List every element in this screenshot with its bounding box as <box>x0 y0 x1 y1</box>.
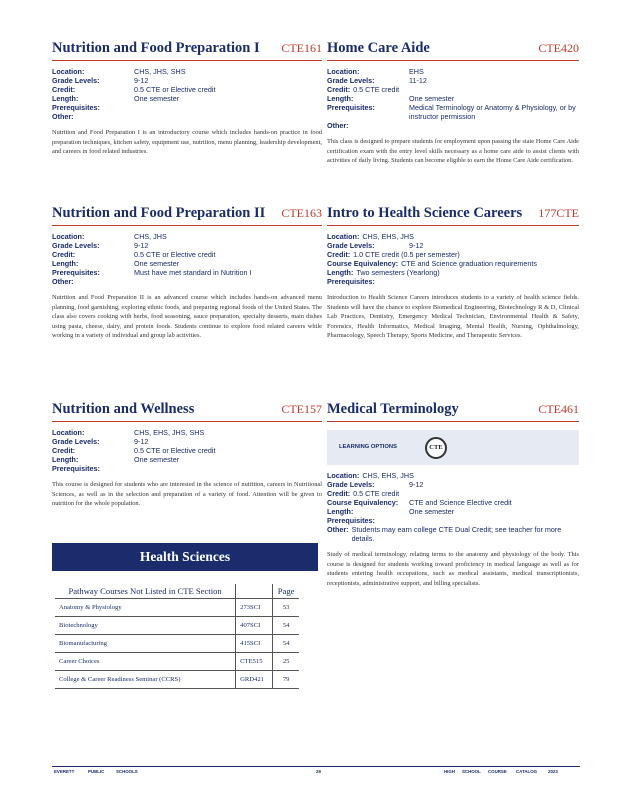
meta-label: Prerequisites: <box>52 268 100 277</box>
course-header <box>327 205 579 226</box>
course-code: 177CTE <box>538 206 579 220</box>
length-value: One semester <box>134 94 180 103</box>
grade-value: 9-12 <box>134 241 149 250</box>
col-header-page: Page <box>273 584 299 599</box>
course-home-care-aide <box>327 40 579 166</box>
page-footer <box>52 766 580 774</box>
table-row <box>55 671 299 689</box>
cell-code: 415SCI <box>236 635 273 653</box>
course-header <box>327 401 579 422</box>
table-row <box>55 653 299 671</box>
course-title: Nutrition and Food Preparation I <box>52 40 260 56</box>
cell-code: GRD421 <box>236 671 273 689</box>
cell-code: CTE515 <box>236 653 273 671</box>
meta-label: Credit: <box>327 489 351 498</box>
meta-label: Prerequisites: <box>327 516 375 525</box>
meta-label: Credit: <box>327 250 351 259</box>
meta-label: Length: <box>327 94 354 103</box>
credit-value: 1.0 CTE credit (0.5 per semester) <box>353 250 460 259</box>
meta-label: Other: <box>52 112 74 121</box>
course-title: Nutrition and Wellness <box>52 401 195 417</box>
course-code: CTE163 <box>281 206 322 220</box>
footer-text: EVERETT <box>54 769 75 774</box>
location-value: EHS <box>409 67 424 76</box>
footer-text: COURSE <box>488 769 507 774</box>
length-value: Two semesters (Yearlong) <box>356 268 440 277</box>
footer-text: HIGH <box>444 769 455 774</box>
grade-value: 9-12 <box>409 480 424 489</box>
meta-label: Course Equivalency: <box>327 259 399 268</box>
meta-label: Length: <box>52 259 79 268</box>
prereq-value: Medical Terminology or Anatomy & Physiology, or by instructor permission <box>409 103 576 121</box>
meta-label: Location: <box>327 471 360 480</box>
course-header <box>52 401 322 422</box>
course-meta <box>327 67 579 130</box>
footer-year: 2023 <box>548 769 558 774</box>
meta-label: Credit: <box>327 85 351 94</box>
course-header <box>52 205 322 226</box>
prereq-value: Must have met standard in Nutrition I <box>134 268 252 277</box>
equivalency-value: CTE and Science graduation requirements <box>401 259 537 268</box>
course-description: This course is designed for students who are interested in the science of nutrition, careers in Nutritional Sciences, as well as in the selection and preparation of a variety of food. Attention will be given to nutrition for the whole population. <box>52 481 322 507</box>
cell-page: 25 <box>273 653 299 671</box>
length-value: One semester <box>409 507 455 516</box>
location-value: CHS, EHS, JHS <box>362 232 414 241</box>
course-code: CTE420 <box>538 41 579 55</box>
course-title: Intro to Health Science Careers <box>327 205 523 221</box>
course-description: Study of medical terminology, relating terms to the anatomy and physiology of the body. This course is designed for students working toward proficiency in medical language as well as for students entering health occupations, such as medical assistants, medical transcriptionists, receptionists, administrative support, and billing specialists. <box>327 551 579 587</box>
course-description: Nutrition and Food Preparation II is an advanced course which includes hands-on advanced menu planning, food garnishing, exploring ethnic foods, and preparing regional foods of the United States. The class also covers cooking with herbs, food seasoning, sauce preparation, specialty desserts, main dishes using pasta, cheese, dairy, and protein foods. Students continue to explore food related careers while working in a variety of individual and group lab activities. <box>52 294 322 339</box>
meta-label: Course Equivalency: <box>327 498 399 507</box>
length-value: One semester <box>409 94 455 103</box>
meta-label: Grade Levels: <box>327 480 375 489</box>
meta-label: Length: <box>327 507 354 516</box>
footer-text: SCHOOL <box>462 769 481 774</box>
meta-label: Grade Levels: <box>52 241 100 250</box>
meta-label: Location: <box>327 232 360 241</box>
credit-value: 0.5 CTE credit <box>353 85 400 94</box>
meta-label: Location: <box>52 428 85 437</box>
meta-label: Location: <box>327 67 360 76</box>
grade-value: 11-12 <box>409 76 427 85</box>
cell-code: 407SCI <box>236 617 273 635</box>
course-meta <box>327 471 579 543</box>
course-nutrition-food-prep-2 <box>52 205 322 341</box>
course-title: Medical Terminology <box>327 401 459 417</box>
location-value: CHS, JHS, SHS <box>134 67 186 76</box>
pathway-courses-table <box>55 584 299 689</box>
footer-text: SCHOOLS <box>116 769 138 774</box>
location-value: CHS, JHS <box>134 232 167 241</box>
cell-page: 53 <box>273 599 299 617</box>
meta-label: Length: <box>52 455 79 464</box>
meta-label: Prerequisites: <box>52 103 100 112</box>
course-meta <box>52 67 322 121</box>
meta-label: Credit: <box>52 446 76 455</box>
grade-value: 9-12 <box>409 241 424 250</box>
grade-value: 9-12 <box>134 437 149 446</box>
course-meta <box>52 428 322 473</box>
table-row <box>55 617 299 635</box>
course-code: CTE161 <box>281 41 322 55</box>
course-header <box>327 40 579 61</box>
col-header-course: Pathway Courses Not Listed in CTE Section <box>55 584 236 599</box>
other-value: Students may earn college CTE Dual Credit; see teacher for more details. <box>351 525 562 543</box>
meta-label: Location: <box>52 67 85 76</box>
location-value: CHS, EHS, JHS <box>362 471 414 480</box>
cell-course: College & Career Readiness Seminar (CCRS) <box>55 671 236 689</box>
course-code: CTE157 <box>281 402 322 416</box>
credit-value: 0.5 CTE or Elective credit <box>134 446 216 455</box>
course-meta <box>52 232 322 286</box>
meta-label: Grade Levels: <box>52 437 100 446</box>
location-value: CHS, EHS, JHS, SHS <box>134 428 205 437</box>
course-description: This class is designed to prepare students for employment upon passing the state Home Care Aide certification exam with the entry level skills necessary as a home care aide to assist clients with activities of daily living. Students can become eligible to earn the Home Care Aide certification. <box>327 138 579 164</box>
course-title: Nutrition and Food Preparation II <box>52 205 266 221</box>
course-medical-terminology <box>327 401 579 588</box>
meta-label: Length: <box>52 94 79 103</box>
course-nutrition-wellness <box>52 401 322 509</box>
length-value: One semester <box>134 259 180 268</box>
learning-options-label: LEARNING OPTIONS <box>339 444 397 450</box>
course-title: Home Care Aide <box>327 40 430 56</box>
course-code: CTE461 <box>538 402 579 416</box>
table-row <box>55 599 299 617</box>
meta-label: Credit: <box>52 85 76 94</box>
learning-options-box <box>327 430 579 465</box>
grade-value: 9-12 <box>134 76 149 85</box>
footer-text: CATALOG <box>516 769 538 774</box>
equivalency-value: CTE and Science Elective credit <box>409 498 512 507</box>
meta-label: Grade Levels: <box>52 76 100 85</box>
health-sciences-banner: Health Sciences <box>52 543 318 571</box>
course-intro-health-science <box>327 205 579 341</box>
course-description: Introduction to Health Science Careers introduces students to a variety of health science fields. Students will have the chance to explore Biomedical Engineering, Biotechnology R & D, Clinical Lab Practices, Dentistry, Emergency Medical Technician, Environmental Health & Safety, Forensics, Health Informatics, Medical Imaging, Mental Health, Nursing, Ophthalmology, Pharmacology, Speech Therapy, Sports Medicine, and Therapeutic Services. <box>327 294 579 339</box>
footer-text: PUBLIC <box>88 769 105 774</box>
meta-label: Grade Levels: <box>327 76 375 85</box>
credit-value: 0.5 CTE or Elective credit <box>134 85 216 94</box>
course-header <box>52 40 322 61</box>
meta-label: Prerequisites: <box>327 277 375 286</box>
meta-label: Credit: <box>52 250 76 259</box>
cte-badge-icon: CTE <box>425 437 447 459</box>
meta-label: Prerequisites: <box>327 103 375 112</box>
cell-page: 54 <box>273 635 299 653</box>
credit-value: 0.5 CTE or Elective credit <box>134 250 216 259</box>
meta-label: Other: <box>327 525 349 534</box>
meta-label: Length: <box>327 268 354 277</box>
table-header-row <box>55 584 299 599</box>
page-number: 29 <box>316 769 321 774</box>
cell-page: 54 <box>273 617 299 635</box>
col-header-code <box>236 584 273 599</box>
meta-label: Location: <box>52 232 85 241</box>
meta-label: Other: <box>52 277 74 286</box>
table-row <box>55 635 299 653</box>
meta-label: Prerequisites: <box>52 464 100 473</box>
course-meta <box>327 232 579 286</box>
credit-value: 0.5 CTE credit <box>353 489 400 498</box>
cell-course: Career Choices <box>55 653 236 671</box>
cell-code: 273SCI <box>236 599 273 617</box>
length-value: One semester <box>134 455 180 464</box>
cell-course: Biotechnology <box>55 617 236 635</box>
meta-label: Grade Levels: <box>327 241 375 250</box>
cell-page: 79 <box>273 671 299 689</box>
course-nutrition-food-prep-1 <box>52 40 322 157</box>
cell-course: Biomanufacturing <box>55 635 236 653</box>
meta-label: Other: <box>327 121 349 130</box>
cell-course: Anatomy & Physiology <box>55 599 236 617</box>
course-description: Nutrition and Food Preparation I is an introductory course which includes hands-on practice in food preparation techniques, kitchen safety, equipment use, nutrition, menu planning, leadership development, and careers in food related industries. <box>52 129 322 155</box>
